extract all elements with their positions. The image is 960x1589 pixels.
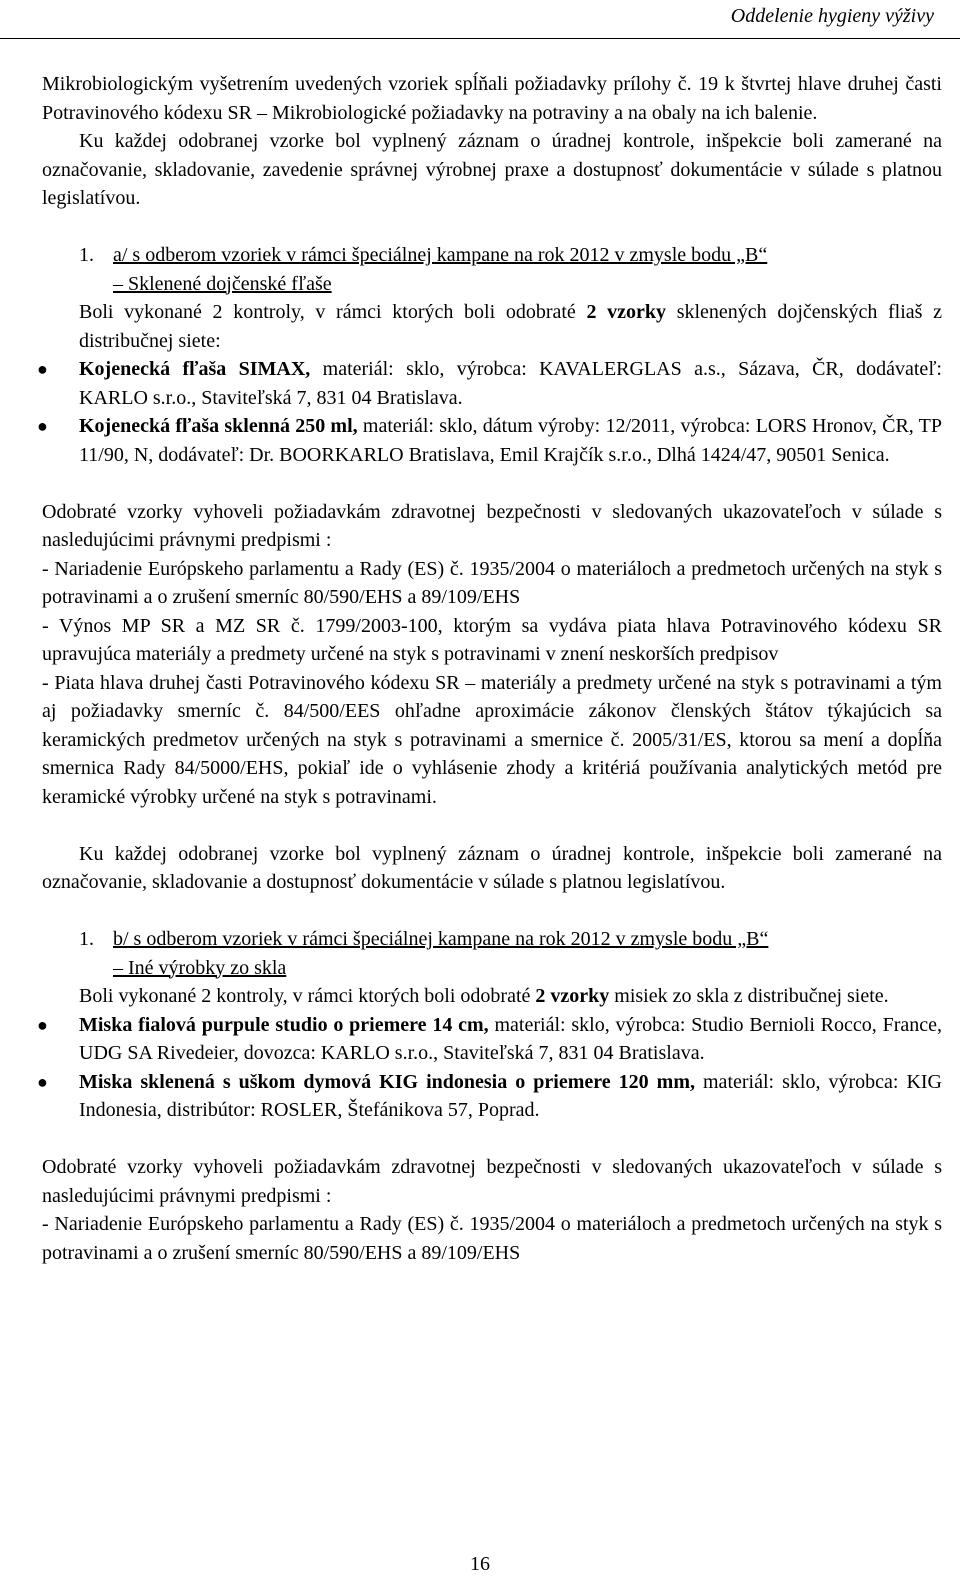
section-a-intro-bold: 2 vzorky xyxy=(586,301,667,323)
item-name: Miska sklenená s uškom dymová KIG indonesia o priemere 120 mm, xyxy=(79,1070,695,1093)
section-b-intro-post: misiek zo skla z distribučnej siete. xyxy=(609,985,889,1007)
spacer xyxy=(42,897,942,926)
spacer xyxy=(42,469,942,498)
section-a-record: Ku každej odobranej vzorke bol vyplnený záznam o úradnej kontrole, inšpekcie boli zamerané na označovanie, skladovanie a dostupnosť dokumentácie v súlade s platnou legislatívou. xyxy=(42,842,942,893)
list-item xyxy=(37,412,942,469)
item-name: Miska fialová purpule studio o priemere 14 cm, xyxy=(79,1013,489,1036)
bullet-icon: ● xyxy=(37,1014,48,1035)
item-details: materiál: sklo, výrobca: KIG Indonesia, distribútor: ROSLER, Štefánikova 57, Poprad. xyxy=(79,1070,942,1121)
section-a-intro xyxy=(42,298,942,355)
section-b-intro-pre: Boli vykonané 2 kontroly, v rámci ktorých boli odobraté xyxy=(79,985,536,1007)
list-item xyxy=(37,355,942,412)
section-b-compliance: Odobraté vzorky vyhoveli požiadavkám zdravotnej bezpečnosti v sledovaných ukazovateľoch v súlade s nasledujúcimi právnymi predpismi : xyxy=(42,1156,942,1207)
list-item xyxy=(37,1011,942,1068)
section-b-regulation-1: - Nariadenie Európskeho parlamentu a Rady (ES) č. 1935/2004 o materiáloch a predmetoch určených na styk s potravinami a o zrušení smerníc 80/590/EHS a 89/109/EHS xyxy=(42,1213,942,1264)
document-body xyxy=(37,70,942,1267)
page-number: 16 xyxy=(470,1553,490,1575)
spacer xyxy=(42,1125,942,1154)
spacer xyxy=(42,811,942,840)
section-a-title-line-1: a/ s odberom vzoriek v rámci špeciálnej kampane na rok 2012 v zmysle bodu „B“ xyxy=(113,244,768,266)
item-details: materiál: sklo, výrobca: KAVALERGLAS a.s., Sázava, ČR, dodávateľ: KARLO s.r.o., Staviteľská 7, 831 04 Bratislava. xyxy=(79,358,942,409)
section-a-intro-pre: Boli vykonané 2 kontroly, v rámci ktorých boli odobraté xyxy=(79,301,587,323)
section-a-regulation-1: - Nariadenie Európskeho parlamentu a Rady (ES) č. 1935/2004 o materiáloch a predmetoch určených na styk s potravinami a o zrušení smerníc 80/590/EHS a 89/109/EHS xyxy=(42,557,942,608)
section-a-regulation-2: - Výnos MP SR a MZ SR č. 1799/2003-100, ktorým sa vydáva piata hlava Potravinového kódexu SR upravujúca materiály a predmety určené na styk s potravinami v znení neskorších predpisov xyxy=(42,614,942,665)
spacer xyxy=(42,213,942,242)
section-b-title-line-2: – Iné výrobky zo skla xyxy=(113,956,287,979)
bullet-icon: ● xyxy=(37,1071,48,1092)
intro-paragraph-2: Ku každej odobranej vzorke bol vyplnený záznam o úradnej kontrole, inšpekcie boli zamerané na označovanie, skladovanie, zavedenie správnej výrobnej praxe a dostupnosť dokumentácie v súlade s platnou legislatívou. xyxy=(42,130,942,209)
section-b-heading xyxy=(42,925,942,982)
section-b-intro xyxy=(42,982,942,1011)
item-details: materiál: sklo, výrobca: Studio Bernioli Rocco, France, UDG SA Rivedeier, dovozca: KARLO s.r.o., Staviteľská 7, 831 04 Bratislava. xyxy=(79,1013,942,1064)
item-name: Kojenecká fľaša SIMAX, xyxy=(79,358,311,380)
section-b-title-line-1: b/ s odberom vzoriek v rámci špeciálnej kampane na rok 2012 v zmysle bodu „B“ xyxy=(113,928,769,950)
section-a-number: 1. xyxy=(79,244,94,266)
section-a-title-line-2: – Sklenené dojčenské fľaše xyxy=(113,272,332,295)
item-details: materiál: sklo, dátum výroby: 12/2011, výrobca: LORS Hronov, ČR, TP 11/90, N, dodávateľ: Dr. BOORKARLO Bratislava, Emil Krajčík s.r.o., Dlhá 1424/47, 90501 Senica. xyxy=(79,415,942,466)
section-b-bullet-list xyxy=(37,1011,942,1125)
section-a-intro-post: sklenených dojčenských fliaš z distribučnej siete: xyxy=(79,301,942,352)
bullet-icon: ● xyxy=(37,359,48,379)
section-b-intro-bold: 2 vzorky xyxy=(535,985,610,1007)
header-title: Oddelenie hygieny výživy xyxy=(730,5,934,27)
section-a-regulation-3: - Piata hlava druhej časti Potravinového kódexu SR – materiály a predmety určené na styk s potravinami a tým aj požiadavky smerníc č. 84/500/EES ohľadne aproximácie zákonov členských štátov týkajúcich sa keramických predmetov určených na styk s potravinami a smernice č. 2005/31/ES, ktorou sa mení a dopĺňa smernica Rady 84/5000/EHS, pokiaľ ide o vyhlásenie zhody a kritériá používania analytických metód pre keramické výrobky určené na styk s potravinami. xyxy=(42,671,942,808)
page-header xyxy=(0,0,960,39)
section-a-compliance: Odobraté vzorky vyhoveli požiadavkám zdravotnej bezpečnosti v sledovaných ukazovateľoch v súlade s nasledujúcimi právnymi predpismi : xyxy=(42,500,942,551)
section-a-bullet-list xyxy=(37,355,942,469)
list-item xyxy=(37,1068,942,1125)
section-b-number: 1. xyxy=(79,928,94,950)
item-name: Kojenecká fľaša sklenná 250 ml, xyxy=(79,415,358,437)
section-a-heading xyxy=(42,241,942,298)
intro-paragraph-1: Mikrobiologickým vyšetrením uvedených vzoriek spĺňali požiadavky prílohy č. 19 k štvrtej hlave druhej časti Potravinového kódexu SR – Mikrobiologické požiadavky na potraviny a na obaly na ich balenie. xyxy=(42,73,942,124)
bullet-icon: ● xyxy=(37,416,48,436)
